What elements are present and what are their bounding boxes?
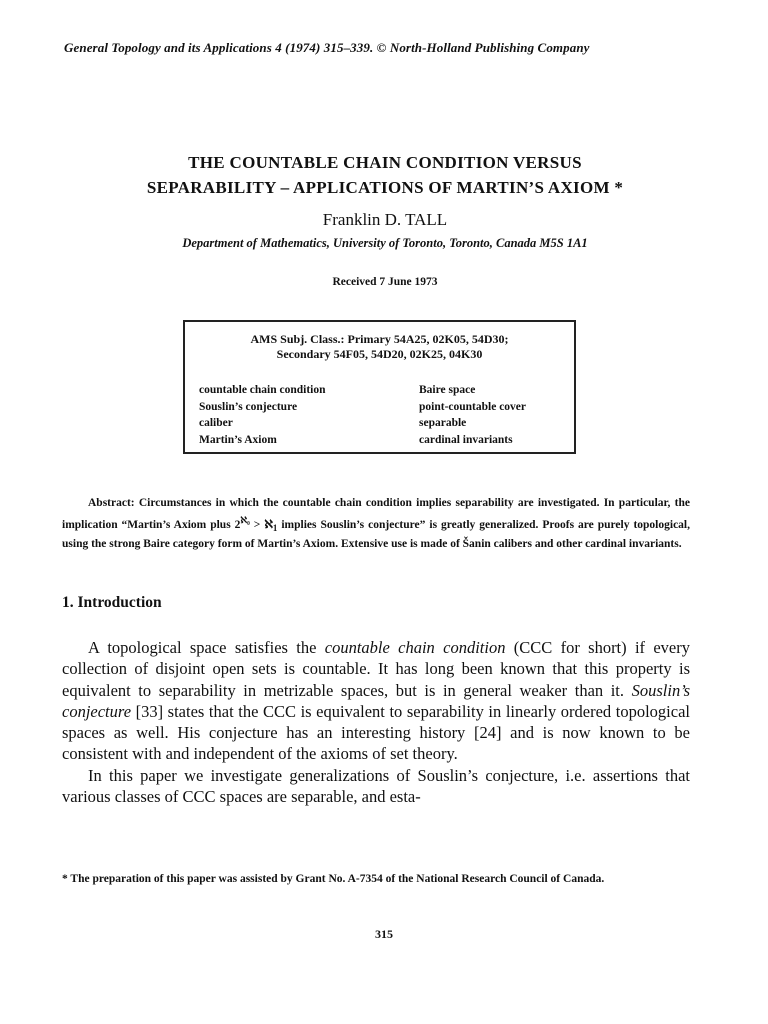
- section-heading: 1. Introduction: [62, 594, 162, 611]
- abstract-subscript: 1: [272, 522, 278, 533]
- journal-citation: General Topology and its Applications 4 (1974) 315–339. © North-Holland Publishing Company: [64, 40, 590, 55]
- ams-classification: [185, 332, 574, 362]
- abstract-text: Circumstances in which the countable chain condition implies separability are investigated. In particular, the implication “Martin’s Axiom plus 2: [62, 497, 690, 531]
- paragraph: [62, 637, 690, 765]
- abstract-text: > ℵ: [249, 518, 273, 531]
- abstract-superscript: ℵ₀: [240, 514, 250, 525]
- classification-box: [183, 320, 576, 454]
- keyword: caliber: [199, 417, 233, 429]
- keyword: Martin’s Axiom: [199, 433, 277, 446]
- text-run: (CCC for short) if every collection of disjoint open sets is countable. It has long been known that this property is equivalent to separability in metrizable spaces, but is in general weaker than it.: [62, 638, 690, 700]
- keyword-grid: [199, 382, 579, 448]
- keyword: countable chain condition: [199, 384, 326, 396]
- emphasis: Souslin’s conjecture: [62, 680, 690, 721]
- keyword: Baire space: [419, 384, 476, 396]
- ams-primary: AMS Subj. Class.: Primary 54A25, 02K05, 54D30;: [250, 332, 509, 346]
- abstract-label: Abstract:: [88, 497, 135, 509]
- paragraph: In this paper we investigate generalizations of Souslin’s conjecture, i.e. assertions that various classes of CCC spaces are separable, and esta-: [62, 765, 690, 807]
- text-run: A topological space satisfies the: [88, 638, 325, 657]
- footnote: * The preparation of this paper was assisted by Grant No. A-7354 of the National Research Council of Canada.: [62, 873, 605, 885]
- abstract: [62, 495, 690, 553]
- paper-title: [60, 150, 710, 200]
- emphasis: countable chain condition: [324, 638, 506, 657]
- keyword: cardinal invariants: [419, 433, 513, 446]
- keyword: point-countable cover: [419, 400, 527, 413]
- text-run: [33] states that the CCC is equivalent to separability in linearly ordered topological spaces as well. His conjecture has an interesting history [24] and is now known to be consistent with and independent of the axioms of set theory.: [62, 701, 690, 764]
- title-line-2: SEPARABILITY – APPLICATIONS OF MARTIN’S AXIOM *: [146, 178, 624, 197]
- author-affiliation: Department of Mathematics, University of Toronto, Toronto, Canada M5S 1A1: [182, 236, 588, 250]
- ams-secondary: Secondary 54F05, 54D20, 02K25, 04K30: [276, 347, 483, 361]
- keyword: separable: [419, 417, 467, 429]
- received-date: Received 7 June 1973: [332, 276, 438, 288]
- keyword: Souslin’s conjecture: [199, 400, 298, 413]
- introduction-body: [62, 637, 690, 807]
- author-name: Franklin D. TALL: [322, 210, 448, 229]
- abstract-text: implies Souslin’s conjecture” is greatly generalized. Proofs are purely topological, using the strong Baire category form of Martin’s Axiom. Extensive use is made of Šanin calibers and other cardinal invariants.: [62, 518, 690, 551]
- page-number: 315: [375, 927, 393, 941]
- title-line-1: THE COUNTABLE CHAIN CONDITION VERSUS: [188, 153, 582, 172]
